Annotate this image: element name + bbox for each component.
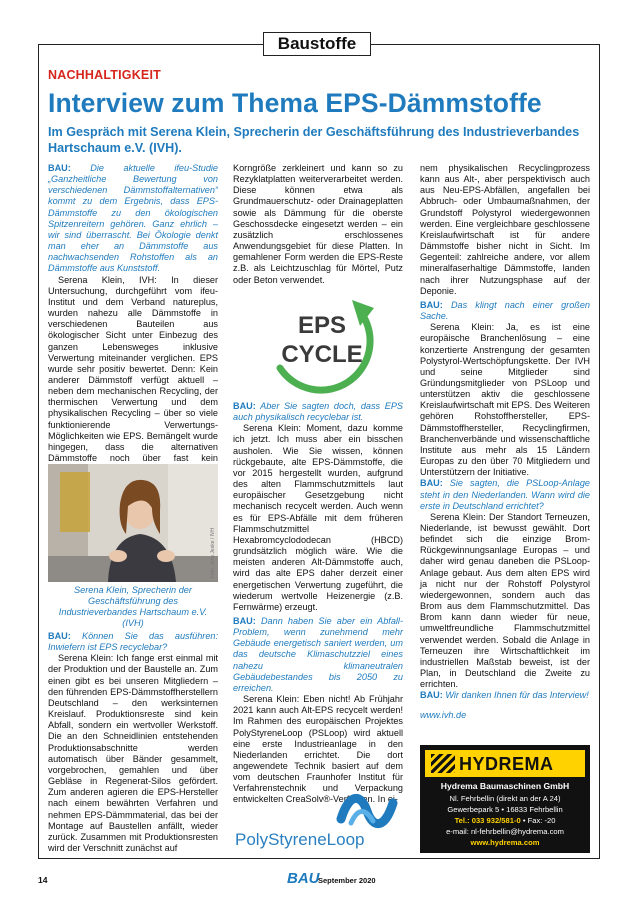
question-label: BAU: (233, 615, 256, 626)
kicker: NACHHALTIGKEIT (48, 68, 161, 82)
issue-date: September 2020 (318, 876, 376, 885)
ad-address-2: Gewerbepark 5 • 16833 Fehrbellin (447, 805, 563, 814)
portrait-image (48, 464, 218, 582)
answer-2-continued: Korngröße zerkleinert und kann so zu Rezyklatplatten weiterverarbeitet werden. Diese können etwa als Grundmauerschutz- oder Drainageplatten sowie als Dämmung für die oberste Geschossdecke eingesetzt werden – ein zusätzlich erschlossenes Anwendungsgebiet für diese Platten. In gemahlener Form werden die EPS-Reste z.B. als Leichtzuschlag für Mörtel, Putz oder Beton verwendet. (233, 163, 403, 285)
eps-cycle-text-2: CYCLE (281, 341, 363, 368)
page-number: 14 (38, 875, 48, 885)
question-label: BAU: (420, 478, 443, 489)
ad-company: Hydrema Baumaschinen GmbH (440, 781, 570, 791)
question-text: Können Sie das ausführen: Inwiefern ist EPS recyclebar? (48, 631, 218, 653)
photo-caption: Serena Klein, Sprecherin der Geschäftsführung des Industrieverbandes Hartschaum e.V. (IVH) (58, 585, 208, 628)
question-text: Die aktuelle ifeu-Studie „Ganzheitliche Bewertung von verschiedenen Dämmstoffalternativen“ kommt zu dem Ergebnis, dass EPS-Dämmstoffe zu den ökologischen Spitzenreitern gehören. Ganz ehrlich – wir sind überrascht. Bei Ökologie denkt man eher an Dämmstoffe aus nachwachsenden Rohstoffen als an Dämmstoffe aus Kunststoff. (48, 163, 218, 274)
portrait-photo (48, 464, 218, 582)
column-1 (48, 163, 218, 487)
answer-1: Serena Klein, IVH: In dieser Untersuchung, durchgeführt vom ifeu-Institut und dem Verband natureplus, wurden nahezu alle Dämmstoffe in verschiedenen Bauteilen aus ökologischer Sicht unter Einbezug des ganzen Lebensweges inklusive Verwertung miteinander verglichen. EPS wurde sehr positiv bewertet. Denn: Kein anderer Dämmstoff verfügt aktuell – neben dem mechanischen Recycling, der thermischen Verwertung und dem physikalischen Recycling – über so viele funktionierende Verwertungs-Möglichkeiten wie EPS. Bemängelt wurde hingegen, dass die alternativen Dämmstoffe noch über fast kein (48, 274, 218, 464)
question-1 (48, 163, 218, 275)
hydrema-ad[interactable] (420, 745, 590, 853)
polystyreneloop-icon (233, 785, 408, 851)
question-3 (233, 401, 403, 423)
answer-4: Serena Klein: Eben nicht! Ab Frühjahr 2021 kann auch Alt-EPS recycelt werden! Im Rahmen des europäischen Projektes PolyStyreneLoop (PSLoop) wird aktuell eine erste Industrieanlage in den Niederlanden errichtet. Die dort angewendete Technik basiert auf dem vom deutschen Fraunhofer Institut für Verfahrenstechnik und Verpackung entwickelten CreaSolv®-Verfahren. In ei- (233, 694, 403, 805)
question-label: BAU: (420, 690, 443, 701)
answer-5: Serena Klein: Ja, es ist eine europäische Branchenlösung – eine konzertierte Anstrengung der gesamten Polystyrol-Wertschöpfungskette. Der IVH und seine Mitglieder sind Gründungsmitglieder von PSLoop und unterstützen aktiv die geschlossene Kreislaufwirtschaft mit EPS. Des Weiteren gehören Rohstoffhersteller, EPS-Dämmstoffhersteller, Recyclingfirmen, Branchenverbände und wissenschaftliche Institute aus mehr als 15 Ländern Europas zu den über 70 Mitgliedern und Unterstützern der Initiative. (420, 322, 590, 478)
eps-cycle-icon (252, 290, 392, 400)
question-label: BAU: (233, 401, 256, 411)
article-subtitle: Im Gespräch mit Serena Klein, Sprecherin der Geschäftsführung des Industrieverbandes Hartschaum e.V. (IVH). (48, 125, 580, 155)
polystyreneloop-text: PolyStyreneLoop (235, 830, 365, 849)
ad-stripes-icon (431, 754, 455, 773)
ad-web: www.hydrema.com (470, 838, 540, 847)
answer-6: Serena Klein: Der Standort Terneuzen, Niederlande, ist bewusst gewählt. Dort befindet sich die einzige Brom-Rückgewinnungsanlage Europas – und daher wird genau daneben die PSLoop-Anlage gebaut. Aus dem alten EPS wird ja nicht nur der Rohstoff Polystyrol wiedergewonnen, sondern auch das Brom aus dem Flammschutzmittel. Das Brom kann dann wieder für neue, umweltfreundliche Flammschutzmittel verwendet werden. Sobald die Anlage in Terneuzen ihre Wirtschaftlichkeit im industriellen Maßstab beweist, ist der Plan, in Deutschland die Zweite zu errichten. (420, 511, 590, 690)
answer-2: Serena Klein: Ich fange erst einmal mit der Produktion und der Baustelle an. Zum einen gibt es bei unseren Mitgliedern – den führenden EPS-Dämmstoffherstellern Deutschland – den werksinternen Kreislauf. Produktionsreste sind kein Abfall, sondern ein wertvoller Werkstoff. Die an den Schneidlinien entstehenden Produktionsabschnitte werden automatisch über Bänder gesammelt, vorgebrochen, gemahlen und über Gebläse in Regenerat-Silos gefördert. Zum anderen agieren die EPS-Hersteller nach einem bewährten Verfahren und nehmen EPS-Dämmmaterial, das bei der Montage auf Baustellen anfällt, wieder zurück. Zusammen mit Produktionsresten wird der Verschnitt zunächst auf (48, 653, 218, 853)
section-label: Baustoffe (263, 32, 371, 56)
photo-credit: Foto: Jens Jeske / IVH (210, 527, 216, 578)
magazine-logo: BAU (287, 870, 320, 887)
ad-fax: • Fax: -20 (520, 816, 556, 825)
question-text: Sie sagten, die PSLoop-Anlage steht in den Niederlanden. Wann wird die erste in Deutschland errichtet? (420, 478, 590, 511)
eps-cycle-text-1: EPS (297, 312, 347, 339)
question-6 (420, 478, 590, 511)
question-5 (420, 300, 590, 322)
question-7 (420, 690, 590, 701)
question-label: BAU: (420, 299, 443, 310)
question-4 (233, 616, 403, 694)
answer-4-continued: nem physikalischen Recyclingprozess kann aus Alt-, aber perspektivisch auch aus Neu-EPS-Abfällen, angefallen bei Abbruch- oder Umbaumaßnahmen, der Grundstoff Polystyrol wiedergewonnen werden. Eine vergleichbare geschlossene Kreislaufwirtschaft ist für andere Dämmstoffe bisher nicht in Sicht. Im Gegenteil: zahlreiche andere, vor allem mineralfaserhaltige Dämmstoffe, landen nach ihrer Nutzungsphase auf der Deponie. (420, 163, 590, 296)
article-title: Interview zum Thema EPS-Dämmstoffe (48, 88, 542, 118)
ad-email: e-mail: nl-fehrbellin@hydrema.com (446, 827, 564, 836)
column-2 (233, 163, 403, 286)
column-2-middle (233, 401, 403, 806)
question-text: Dann haben Sie aber ein Abfall-Problem, wenn zunehmend mehr Gebäude energetisch saniert werden, um das deutsche Klimaschutzziel eines nahezu klimaneutralen Gebäudebestandes bis 2050 zu erreichen. (233, 615, 403, 693)
answer-3: Serena Klein: Moment, dazu komme ich jetzt. Ich muss aber ein bisschen ausholen. Wie Sie wissen, können rückgebaute, alte EPS-Dämmstoffe, die vor 2015 hergestellt wurden, aufgrund des alten Flammschutzmittels laut europäischer Gesetzgebung nicht mechanisch recycelt werden. Auch wenn es für EPS-Abfälle mit dem früheren Flammschutzmittel Hexabromcyclododecan (HBCD) grundsätzlich möglich wäre. Wie die meisten anderen Alt-Dämmstoffe auch, wird das alte EPS daher derzeit einer energetischen Verwertung zugeführt, die wiederum wertvolle Heizenergie (z.B. Fernwärme) erzeugt. (233, 423, 403, 612)
eps-cycle-logo (252, 290, 392, 400)
ad-address-1: Nl. Fehrbellin (direkt an der A 24) (449, 794, 561, 803)
ad-brand: HYDREMA (459, 754, 554, 774)
ad-phone-line (420, 816, 590, 825)
column-3 (420, 163, 590, 721)
polystyreneloop-logo (233, 785, 408, 851)
ad-phone: Tel.: 033 932/581-0 (454, 816, 521, 825)
question-text: Wir danken Ihnen für das Interview! (442, 690, 589, 701)
column-1-lower (48, 631, 218, 854)
website-link[interactable]: www.ivh.de (420, 709, 467, 720)
question-text: Das klingt nach einer großen Sache. (420, 299, 590, 322)
question-label: BAU: (48, 163, 71, 173)
question-2 (48, 631, 218, 653)
ad-banner (425, 750, 585, 777)
question-label: BAU: (48, 631, 71, 641)
question-text: Aber Sie sagten doch, dass EPS auch physikalisch recyclebar ist. (233, 401, 403, 423)
